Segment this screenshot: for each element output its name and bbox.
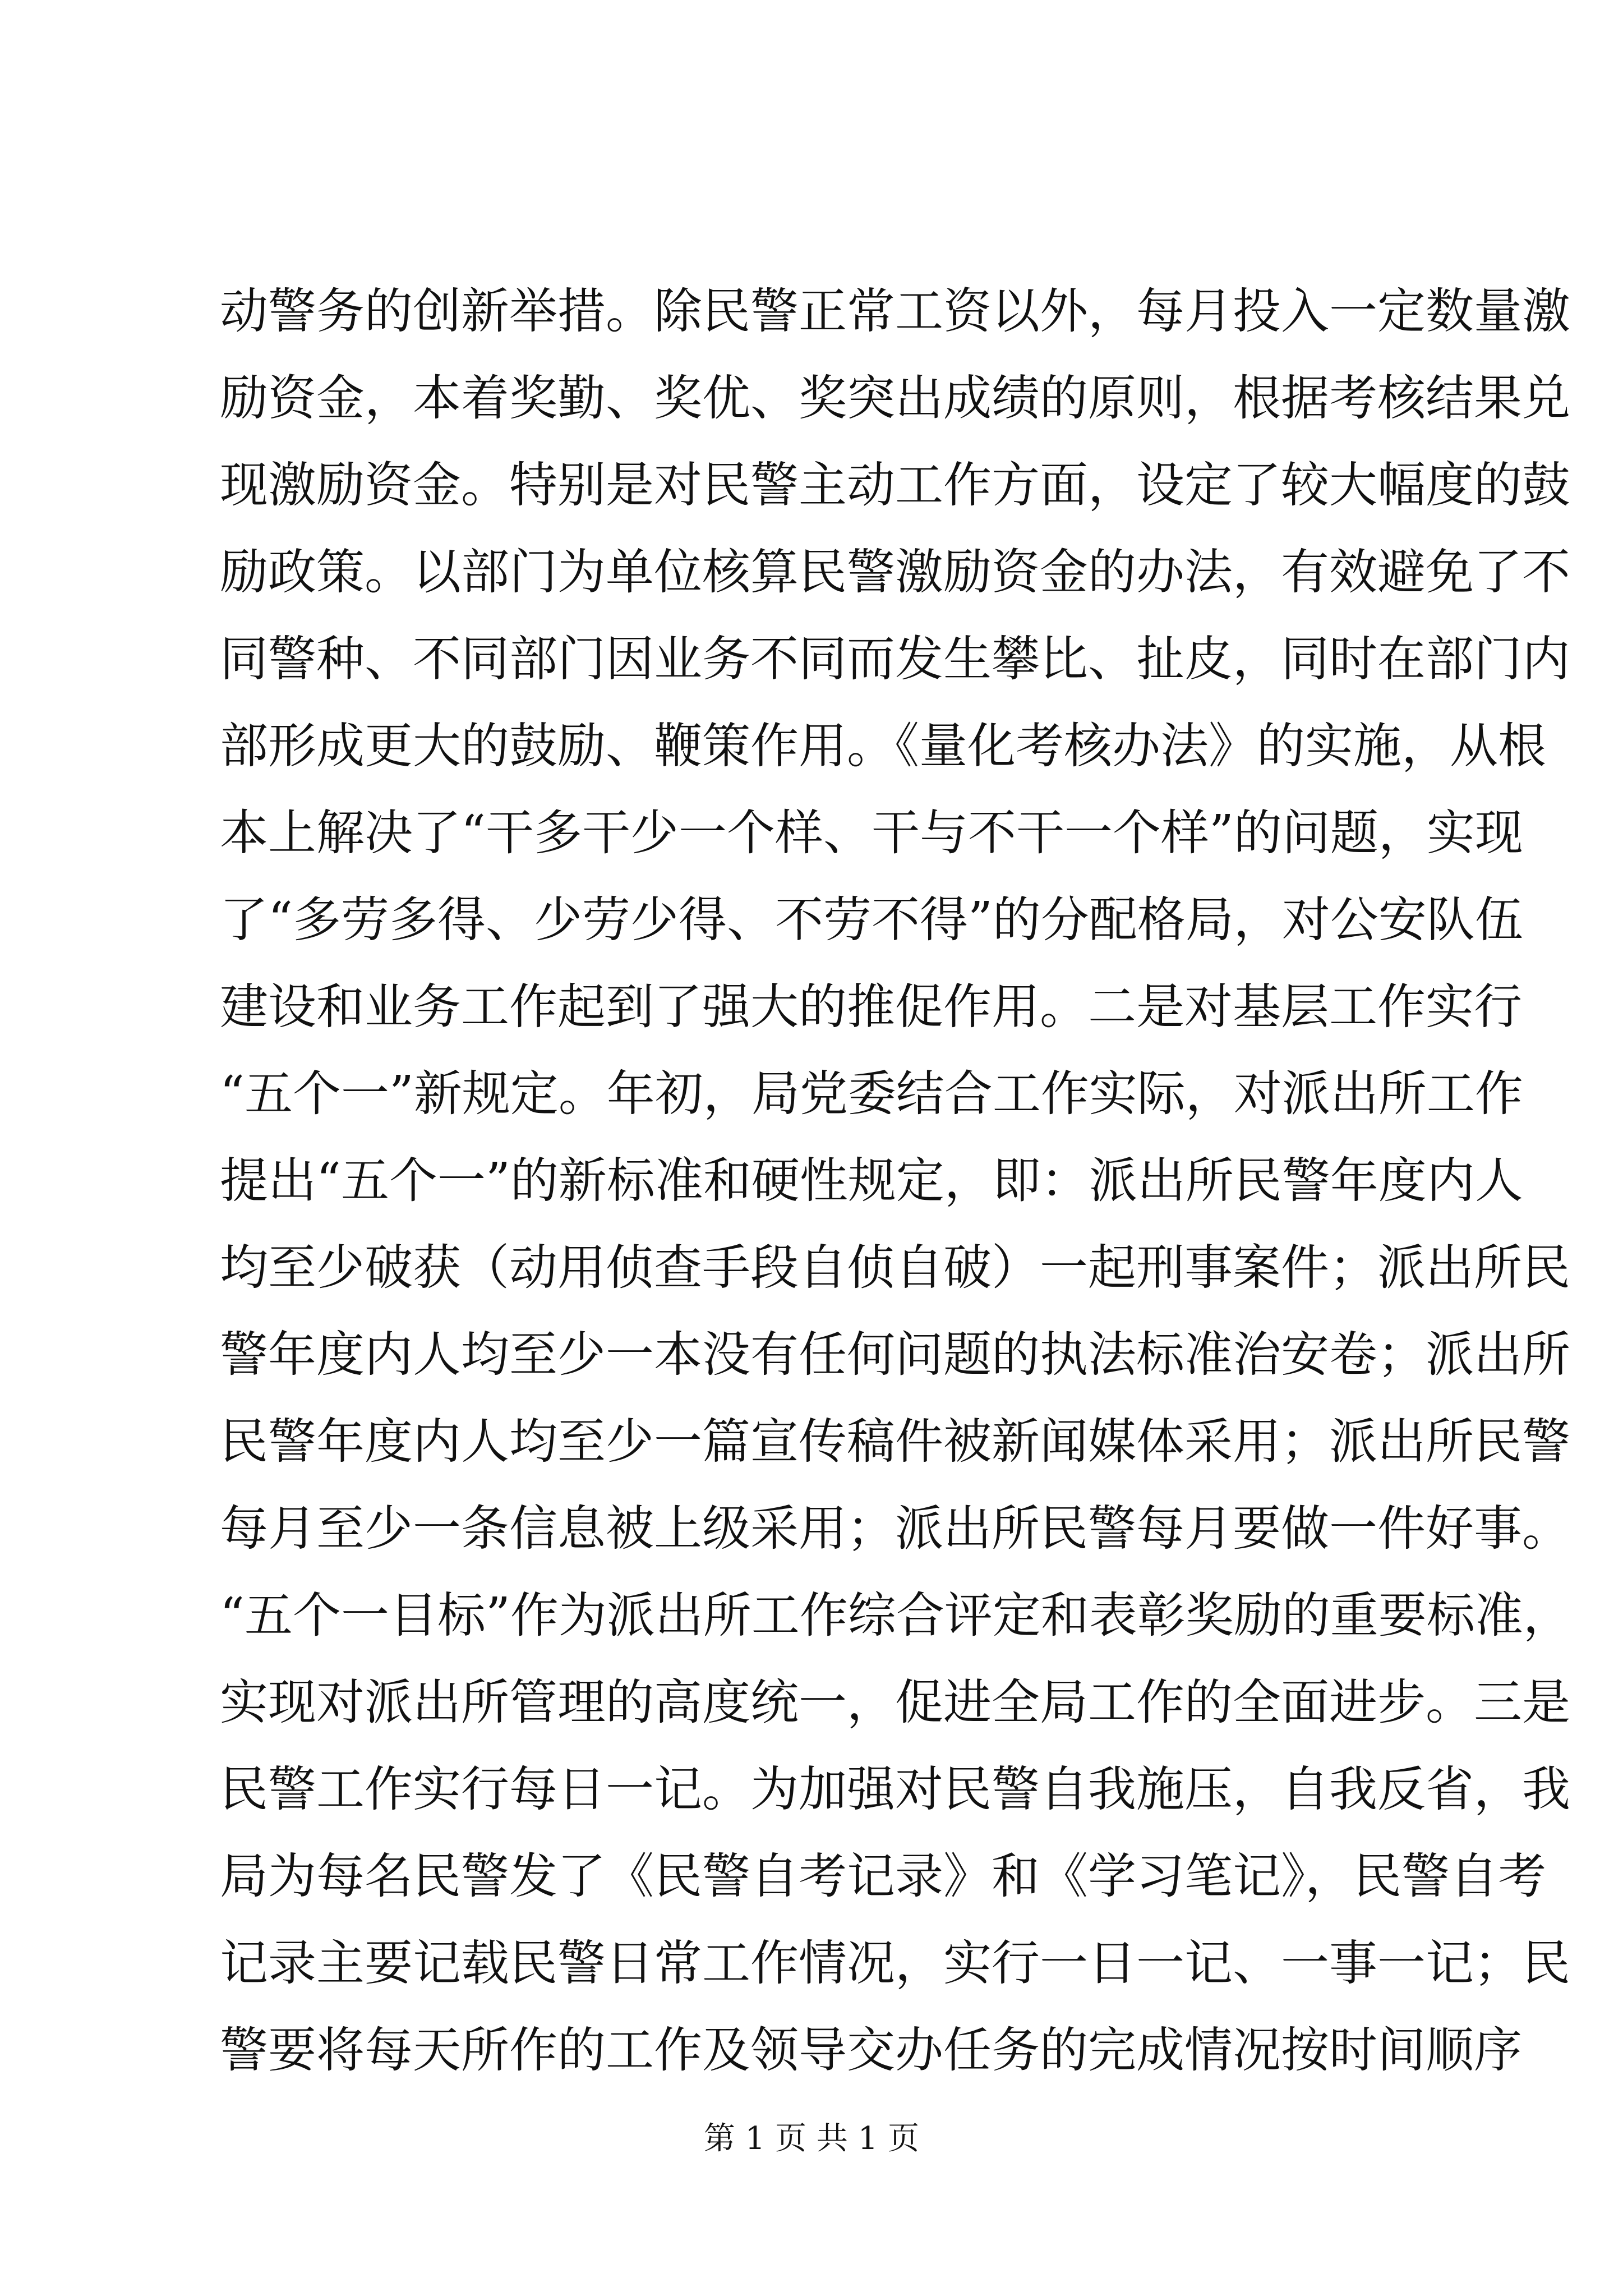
text-line: 均至少破获（动用侦查手段自侦自破）一起刑事案件；派出所民 bbox=[220, 1240, 1570, 1296]
page-number: 第 1 页 共 1 页 bbox=[703, 2120, 920, 2157]
text-line: “五个一目标”作为派出所工作综合评定和表彰奖励的重要标准， bbox=[220, 1588, 1571, 1644]
text-line: 本上解决了“干多干少一个样、干与不干一个样”的问题，实现 bbox=[220, 805, 1523, 861]
body-paragraph bbox=[220, 268, 1571, 2094]
text-line: 励政策。以部门为单位核算民警激励资金的办法，有效避免了不 bbox=[220, 544, 1570, 600]
text-line: 警年度内人均至少一本没有任何问题的执法标准治安卷；派出所 bbox=[220, 1327, 1570, 1383]
text-line: 建设和业务工作起到了强大的推促作用。二是对基层工作实行 bbox=[220, 979, 1522, 1035]
text-line: 动警务的创新举措。除民警正常工资以外，每月投入一定数量激 bbox=[220, 283, 1570, 339]
text-line: 现激励资金。特别是对民警主动工作方面，设定了较大幅度的鼓 bbox=[220, 457, 1570, 513]
text-line: 了“多劳多得、少劳少得、不劳不得”的分配格局，对公安队伍 bbox=[220, 892, 1523, 948]
text-line: 记录主要记载民警日常工作情况，实行一日一记、一事一记；民 bbox=[220, 1935, 1570, 1991]
text-line: 励资金，本着奖勤、奖优、奖突出成绩的原则，根据考核结果兑 bbox=[220, 370, 1570, 426]
text-line: 警要将每天所作的工作及领导交办任务的完成情况按时间顺序 bbox=[220, 2022, 1522, 2078]
page-footer bbox=[0, 2119, 1623, 2159]
text-line: 民警年度内人均至少一篇宣传稿件被新闻媒体采用；派出所民警 bbox=[220, 1414, 1570, 1470]
text-line: 民警工作实行每日一记。为加强对民警自我施压，自我反省，我 bbox=[220, 1761, 1570, 1818]
text-line: 每月至少一条信息被上级采用；派出所民警每月要做一件好事。 bbox=[220, 1501, 1570, 1557]
text-line: 局为每名民警发了《民警自考记录》和《学习笔记》，民警自考 bbox=[220, 1848, 1546, 1904]
text-line: 提出“五个一”的新标准和硬性规定，即：派出所民警年度内人 bbox=[220, 1153, 1523, 1209]
text-line: 同警种、不同部门因业务不同而发生攀比、扯皮，同时在部门内 bbox=[220, 631, 1570, 687]
text-line: 部形成更大的鼓励、鞭策作用。《量化考核办法》的实施，从根 bbox=[220, 718, 1546, 774]
text-line: 实现对派出所管理的高度统一，促进全局工作的全面进步。三是 bbox=[220, 1674, 1570, 1731]
text-line: “五个一”新规定。年初，局党委结合工作实际，对派出所工作 bbox=[220, 1066, 1523, 1122]
